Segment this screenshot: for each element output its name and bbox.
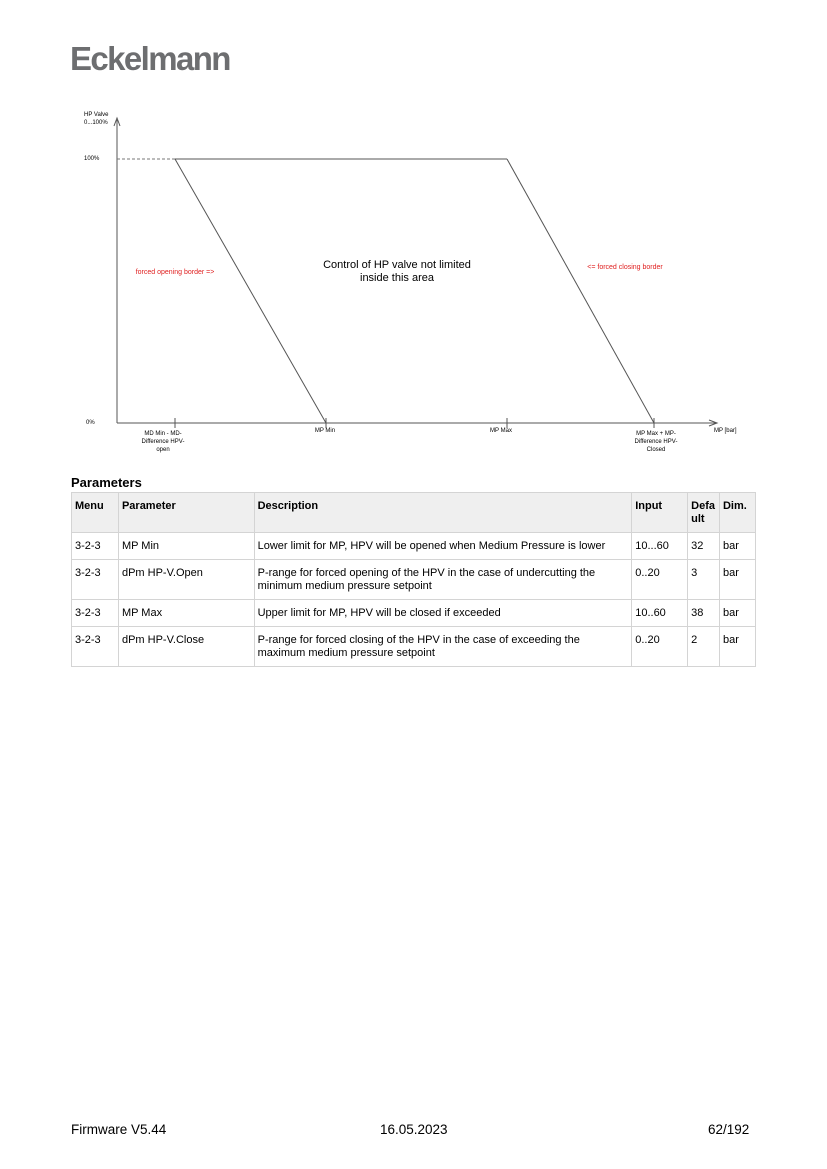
center-text-1: Control of HP valve not limited — [323, 259, 471, 271]
forced-opening-border — [175, 159, 326, 423]
table-row — [72, 627, 756, 667]
cell-default: 3 — [688, 560, 720, 600]
tick-label-100: 100% — [84, 156, 100, 162]
company-logo: Eckelmann — [70, 40, 230, 77]
cell-dim: bar — [719, 533, 755, 560]
cell-menu: 3-2-3 — [72, 560, 119, 600]
header-dim: Dim. — [719, 493, 755, 533]
cell-parameter: MP Max — [118, 600, 254, 627]
cell-description: P-range for forced opening of the HPV in the case of undercutting the minimum medium pressure setpoint — [254, 560, 632, 600]
cell-dim: bar — [719, 627, 755, 667]
x-label-mpmax: MP Max — [490, 428, 512, 434]
cell-menu: 3-2-3 — [72, 627, 119, 667]
cell-input: 10...60 — [632, 533, 688, 560]
footer-page-number: 62/192 — [708, 1122, 750, 1137]
table-row — [72, 533, 756, 560]
x-label-mdmin-3: open — [156, 447, 170, 453]
x-label-mpmaxplus-2: Difference HPV- — [634, 439, 678, 445]
cell-default: 2 — [688, 627, 720, 667]
tick-label-0: 0% — [86, 420, 95, 426]
parameters-table — [71, 492, 756, 667]
cell-parameter: dPm HP-V.Open — [118, 560, 254, 600]
x-label-mpmin: MP Min — [314, 428, 336, 434]
footer-firmware: Firmware V5.44 — [71, 1122, 167, 1137]
header-input: Input — [632, 493, 688, 533]
y-axis-label: HP Valve — [84, 112, 109, 118]
cell-input: 10..60 — [632, 600, 688, 627]
header-description: Description — [254, 493, 632, 533]
cell-default: 38 — [688, 600, 720, 627]
header-parameter: Parameter — [118, 493, 254, 533]
forced-closing-border — [507, 159, 654, 423]
center-text-2: inside this area — [360, 272, 434, 284]
y-axis-label-range: 0...100% — [84, 120, 108, 126]
cell-description: P-range for forced closing of the HPV in the case of exceeding the maximum medium pressure setpoint — [254, 627, 632, 667]
cell-dim: bar — [719, 600, 755, 627]
table-row — [72, 560, 756, 600]
parameters-title: Parameters — [71, 475, 142, 490]
cell-description: Upper limit for MP, HPV will be closed if exceeded — [254, 600, 632, 627]
cell-default: 32 — [688, 533, 720, 560]
table-row — [72, 600, 756, 627]
cell-menu: 3-2-3 — [72, 533, 119, 560]
footer-date: 16.05.2023 — [380, 1122, 448, 1137]
header-menu: Menu — [72, 493, 119, 533]
forced-closing-label: <= forced closing border — [587, 264, 663, 271]
cell-input: 0..20 — [632, 560, 688, 600]
x-label-mdmin-2: Difference HPV- — [141, 439, 185, 445]
cell-parameter: MP Min — [118, 533, 254, 560]
table-header-row — [72, 493, 756, 533]
header-default: Defa ult — [688, 493, 720, 533]
x-label-mpmaxplus-1: MP Max + MP- — [636, 431, 676, 437]
cell-input: 0..20 — [632, 627, 688, 667]
x-label-mpmaxplus-3: Closed — [646, 447, 666, 453]
hp-valve-diagram — [0, 0, 827, 470]
cell-description: Lower limit for MP, HPV will be opened when Medium Pressure is lower — [254, 533, 632, 560]
cell-parameter: dPm HP-V.Close — [118, 627, 254, 667]
cell-menu: 3-2-3 — [72, 600, 119, 627]
forced-opening-label: forced opening border => — [135, 269, 215, 276]
x-label-mdmin-1: MD Min - MD- — [144, 431, 182, 437]
cell-dim: bar — [719, 560, 755, 600]
x-axis-label: MP [bar] — [714, 428, 737, 434]
